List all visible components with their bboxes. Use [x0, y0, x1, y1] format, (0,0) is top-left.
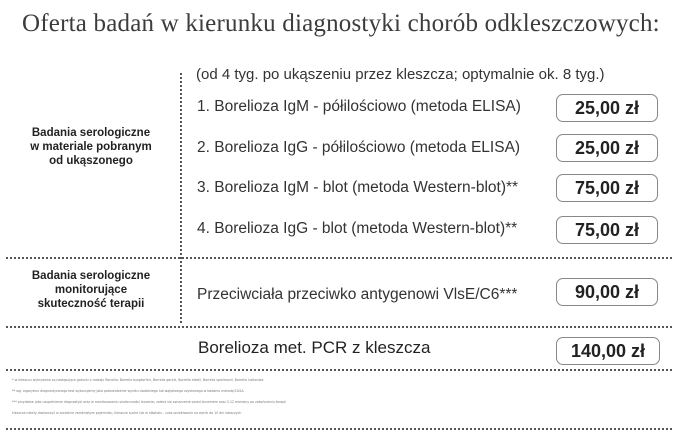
- test-row-label: 2. Borelioza IgG - półilościowo (metoda ELISA): [197, 139, 521, 156]
- section-monitoring-label-line: monitorujące: [54, 284, 128, 296]
- section-monitoring-label: [8, 269, 174, 311]
- vertical-divider: [180, 73, 182, 323]
- test-price-badge: 25,00 zł: [556, 134, 658, 162]
- bottom-divider: [6, 428, 672, 430]
- page-title: Oferta badań w kierunku diagnostyki chorób odkleszczowych:: [22, 10, 660, 37]
- section-serology-label: [8, 126, 174, 168]
- test-row-label: 4. Borelioza IgG - blot (metoda Western-blot)**: [197, 220, 518, 237]
- section-serology-label-line: Badania serologiczne: [31, 127, 151, 139]
- section-serology-subheading: (od 4 tyg. po ukąszeniu przez kleszcza; optymalnie ok. 8 tyg.): [196, 66, 605, 83]
- section-serology-label-line: od ukąszonego: [49, 155, 133, 167]
- test-price-badge: 25,00 zł: [556, 94, 658, 122]
- test-row-label: 1. Borelioza IgM - półilościowo (metoda ELISA): [197, 98, 521, 115]
- section-divider: [6, 326, 672, 328]
- section-monitoring-label-line: skuteczność terapii: [37, 298, 145, 310]
- footnote-line: *** przydatne jako uzupełnienie diagnostyki oraz w monitorowaniu skuteczności leczenia; zaleca się oznaczenie przed leczeniem oraz 3-12 miesięcy po zakończeniu terapii: [12, 400, 287, 404]
- footnote-line: ** wg. algorytmu diagnostycznego test wykonujemy jako potwierdzenie wyniku dodatniego lub wątpliwego uzyskanego w badaniu metodą ELISA: [12, 389, 244, 393]
- test-row-label: Przeciwciała przeciwko antygenowi VlsE/C6***: [197, 286, 518, 303]
- test-price-badge: 75,00 zł: [556, 216, 658, 244]
- footnote-line: kleszcza należy dostarczyć w szczelnie zamkniętym pojemniku, kleszcze suche lub w alkoholu - czas oczekiwania na wynik do 10 dni roboczych: [12, 411, 242, 415]
- test-price-badge: 90,00 zł: [556, 278, 658, 306]
- section-serology-label-line: w materiale pobranym: [30, 141, 152, 153]
- section-divider: [6, 369, 672, 371]
- section-monitoring-label-line: Badania serologiczne: [31, 270, 151, 282]
- section-divider: [6, 257, 672, 259]
- test-row-label: 3. Borelioza IgM - blot (metoda Western-blot)**: [197, 179, 519, 196]
- pcr-test-label: Borelioza met. PCR z kleszcza: [198, 338, 431, 357]
- test-price-badge: 75,00 zł: [556, 174, 658, 202]
- footnote-line: * w kleszczu wykrywane są następujące gatunki z rodzaju Borrelia: Borrelia burgdorferi, Borrelia garinii, Borrelia afzelii, Borrelia spielmanii, Borrelia lusitaniae: [12, 378, 264, 382]
- pcr-price-badge: 140,00 zł: [556, 337, 660, 365]
